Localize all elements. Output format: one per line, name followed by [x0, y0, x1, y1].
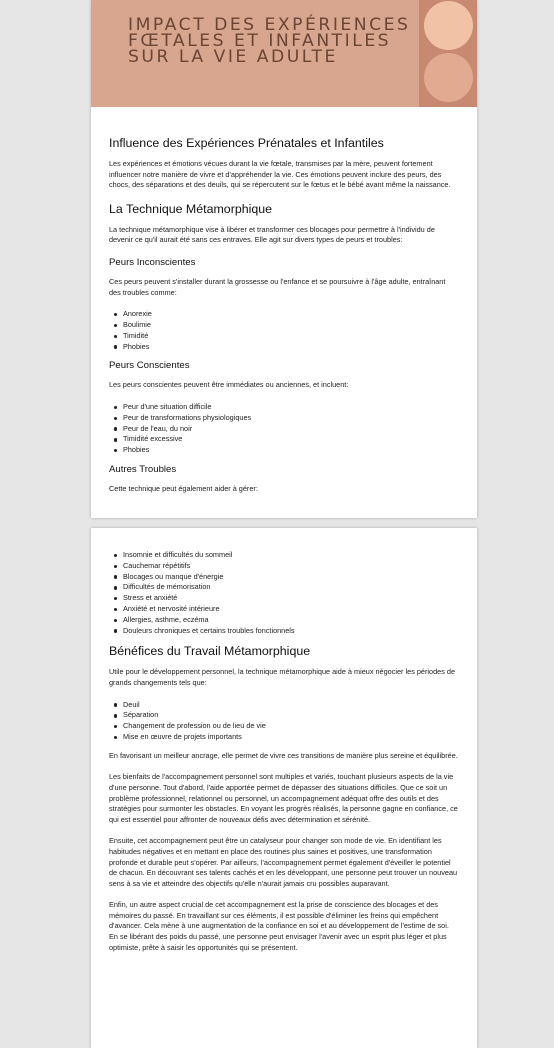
- list-item: Anorexie: [123, 309, 459, 320]
- section-heading: La Technique Métamorphique: [109, 201, 273, 216]
- paragraph: Les bienfaits de l'accompagnement personnel sont multiples et variés, touchant plusieurs aspects de la vie d'une personne. Tout d'abord, l'aide apportée permet de dépasser des situations difficiles. Que ce soit un problème professionnel, relationnel ou personnel, un accompagnement adéquat offre des outils et des stratégies pour surmonter les obstacles. En voyant les progrès réalisés, la personne gagne en confiance, ce qui est essentiel pour affronter de nouveaux défis avec détermination et sérénité.: [109, 772, 458, 824]
- list-item: Peur de l'eau, du noir: [123, 424, 459, 435]
- list-item: Timidité: [123, 331, 459, 342]
- list-item: Difficultés de mémorisation: [123, 582, 459, 593]
- document-title: IMPACT DES EXPÉRIENCES FŒTALES ET INFANTILES SUR LA VIE ADULTE: [128, 15, 411, 67]
- paragraph: Utile pour le développement personnel, la technique métamorphique aide à mieux négocier les périodes de grands changements tels que:: [109, 667, 456, 687]
- list-item: Deuil: [123, 700, 459, 711]
- list-item: Anxiété et nervosité intérieure: [123, 604, 459, 615]
- list-item: Douleurs chroniques et certains troubles fonctionnels: [123, 626, 459, 637]
- list-item: Séparation: [123, 710, 459, 721]
- section-heading: Influence des Expériences Prénatales et Infantiles: [109, 136, 384, 150]
- paragraph: La technique métamorphique vise à libérer et transformer ces blocages pour permettre à l'individu de devenir ce qu'il aurait été sans ces entraves. Elle agit sur divers types de peurs et troubles:: [109, 224, 435, 245]
- list-item: Peur d'une situation difficile: [123, 402, 459, 413]
- page-2-content: [109, 550, 459, 964]
- list-item: Boulimie: [123, 320, 459, 331]
- list-item: Stress et anxiété: [123, 593, 459, 604]
- paragraph: Les peurs conscientes peuvent être immédiates ou anciennes, et incluent:: [109, 380, 349, 390]
- list-item: Phobies: [123, 342, 459, 353]
- bullet-list: [109, 309, 459, 352]
- list-item: Insomnie et difficultés du sommeil: [123, 550, 459, 561]
- decorative-circle-top: [424, 1, 473, 50]
- list-item: Mise en œuvre de projets importants: [123, 732, 459, 743]
- paragraph: Enfin, un autre aspect crucial de cet accompagnement est la prise de conscience des blocages et des mémoires du passé. En travaillant sur ces éléments, il est possible d'éliminer les freins qui empêchent d'avancer. Cela mène à une augmentation de la confiance en soi et au développement de l'estime de soi. En se libérant des poids du passé, une personne peut envisager l'avenir avec un esprit plus léger et plus optimiste, prête à saisir les opportunités qui se présentent.: [109, 900, 449, 952]
- bullet-list: [109, 402, 459, 456]
- list-item: Peur de transformations physiologiques: [123, 413, 459, 424]
- paragraph: Ensuite, cet accompagnement peut être un catalyseur pour changer son mode de vie. En identifiant les habitudes négatives et en mettant en place des routines plus saines et positives, une transformation profonde et durable peut s'opérer. Par ailleurs, l'accompagnement permet également d'éveiller le potentiel de chacun. En découvrant ses talents cachés et en les développant, une personne peut trouver un nouveau sens à sa vie et atteindre des objectifs qu'elle n'aurait jamais cru possibles auparavant.: [109, 836, 458, 888]
- subsection-heading: Autres Troubles: [109, 463, 177, 475]
- list-item: Timidité excessive: [123, 434, 459, 445]
- document-page-1: [91, 0, 477, 518]
- list-item: Blocages ou manque d'énergie: [123, 572, 459, 583]
- header-banner: [91, 0, 477, 107]
- section-heading: Bénéfices du Travail Métamorphique: [109, 644, 311, 659]
- bullet-list: [109, 550, 459, 636]
- paragraph: En favorisant un meilleur ancrage, elle permet de vivre ces transitions de manière plus sereine et équilibrée.: [109, 750, 458, 760]
- paragraph: Les expériences et émotions vécues durant la vie fœtale, transmises par la mère, peuvent fortement influencer notre manière de vivre et d'appréhender la vie. Ces émotions peuvent inclure des peurs, des chocs, des séparations et des deuils, qui se répercutent sur le fœtus et le bébé avant même la naissance.: [109, 159, 451, 190]
- decorative-circle-bottom: [424, 53, 473, 102]
- banner-side-strip: [419, 0, 477, 107]
- list-item: Phobies: [123, 445, 459, 456]
- paragraph: Ces peurs peuvent s'installer durant la grossesse ou l'enfance et se poursuivre à l'âge adulte, entraînant des troubles comme:: [109, 276, 446, 297]
- subsection-heading: Peurs Inconscientes: [109, 256, 196, 268]
- bullet-list: [109, 700, 459, 743]
- paragraph: Cette technique peut également aider à gérer:: [109, 483, 258, 493]
- list-item: Changement de profession ou de lieu de vie: [123, 721, 459, 732]
- document-page-2: [91, 528, 477, 1048]
- page-1-content: [109, 136, 459, 506]
- list-item: Cauchemar répétitifs: [123, 561, 459, 572]
- subsection-heading: Peurs Conscientes: [109, 360, 190, 372]
- list-item: Allergies, asthme, eczéma: [123, 615, 459, 626]
